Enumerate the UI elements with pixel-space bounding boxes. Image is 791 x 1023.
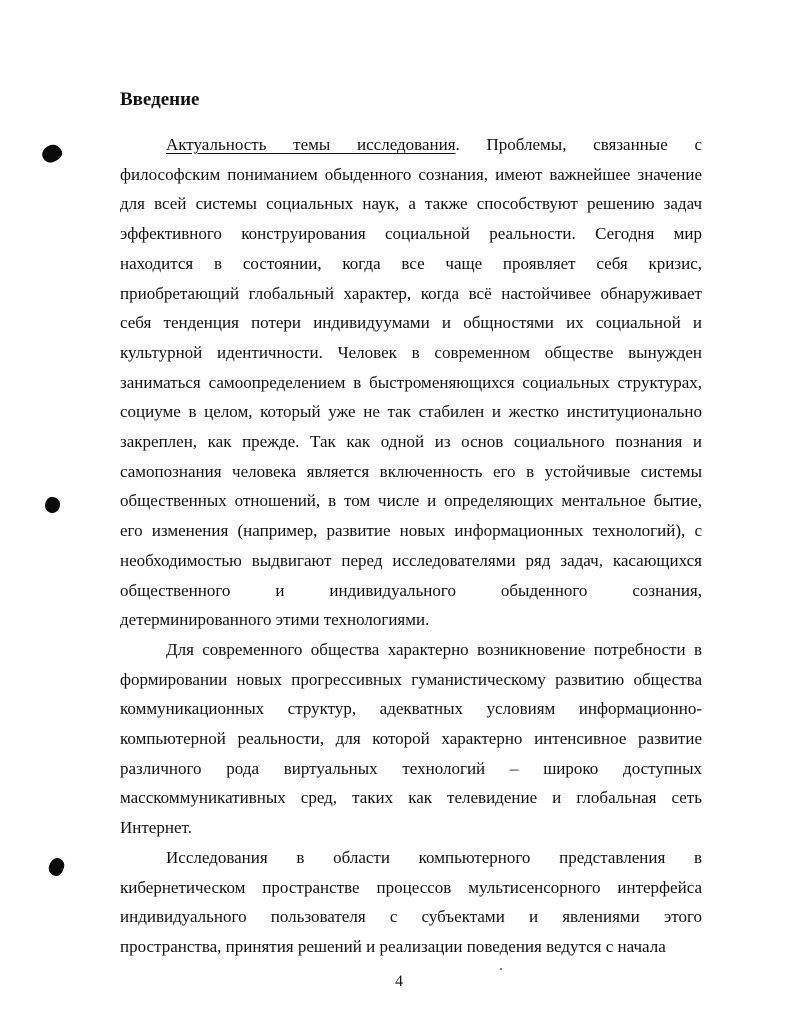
- text-line: [120, 160, 702, 190]
- text-line: [120, 397, 702, 427]
- ink-blot-mark: [48, 857, 66, 877]
- text-segment: самопознания человека является включенность его в устойчивые системы: [120, 461, 702, 481]
- page-number: 4: [395, 973, 403, 990]
- text-segment: общественных отношений, в том числе и определяющих ментальное бытие,: [120, 491, 702, 511]
- text-line: [120, 189, 702, 219]
- text-line: [120, 665, 702, 695]
- scan-speck: [500, 968, 502, 970]
- text-segment: общественного и индивидуального обыденного сознания,: [120, 580, 702, 600]
- text-segment: приобретающий глобальный характер, когда всё настойчивее обнаруживает: [120, 283, 702, 303]
- text-segment: Интернет.: [120, 818, 192, 838]
- text-segment: кибернетическом пространстве процессов мультисенсорного интерфейса: [120, 877, 702, 897]
- text-segment: его изменения (например, развитие новых информационных технологий), с: [120, 521, 702, 541]
- text-segment: различного рода виртуальных технологий – широко доступных: [120, 758, 702, 778]
- text-segment: компьютерной реальности, для которой характерно интенсивное развитие: [120, 729, 702, 748]
- text-line: [120, 219, 702, 249]
- text-segment: коммуникационных структур, адекватных условиям информационно-: [120, 699, 702, 719]
- text-line: [120, 457, 702, 487]
- text-segment: пространства, принятия решений и реализации поведения ведутся с начала: [120, 936, 666, 956]
- text-segment: социуме в целом, который уже не так стабилен и жестко институционально: [120, 402, 702, 422]
- text-line: [120, 813, 702, 843]
- text-line: [120, 516, 702, 546]
- text-line: [120, 338, 702, 368]
- text-segment: себя тенденция потери индивидуумами и общностями их социальной и: [120, 313, 702, 333]
- text-segment: заниматься самоопределением в быстроменяющихся социальных структурах,: [120, 372, 702, 392]
- text-segment: необходимостью выдвигают перед исследователями ряд задач, касающихся: [120, 550, 702, 570]
- text-line: [120, 783, 702, 813]
- text-line: [120, 576, 702, 606]
- text-segment: детерминированного этими технологиями.: [120, 610, 430, 630]
- text-segment: культурной идентичности. Человек в современном обществе вынужден: [120, 342, 702, 362]
- text-line: [120, 932, 702, 962]
- text-segment: Исследования в области компьютерного представления в: [166, 847, 702, 867]
- text-segment: эффективного конструирования социальной реальности. Сегодня мир: [120, 224, 702, 244]
- text-line: [120, 902, 702, 932]
- text-segment: философским пониманием обыденного сознания, имеют важнейшее значение: [120, 164, 702, 184]
- text-line: [120, 754, 702, 784]
- text-segment: Для современного общества характерно возникновение потребности в: [166, 639, 702, 659]
- text-segment: закреплен, как прежде. Так как одной из основ социального познания и: [120, 432, 702, 451]
- text-line: [120, 249, 702, 279]
- text-segment: индивидуального пользователя с субъектами и явлениями этого: [120, 907, 702, 927]
- ink-blot-mark: [45, 497, 60, 513]
- section-heading: Введение: [120, 89, 200, 110]
- text-segment: формировании новых прогрессивных гуманистическому развитию общества: [120, 669, 702, 689]
- text-line: [120, 873, 702, 903]
- text-line: [120, 427, 702, 457]
- text-line: [120, 308, 702, 338]
- text-segment: для всей системы социальных наук, а также способствуют решению задач: [120, 194, 702, 214]
- text-line: [120, 486, 702, 516]
- text-segment: . Проблемы, связанные с: [455, 135, 702, 154]
- text-line: [120, 279, 702, 309]
- text-line: [166, 635, 702, 665]
- text-line: [120, 724, 702, 754]
- text-segment: масскоммуникативных сред, таких как телевидение и глобальная сеть: [120, 788, 702, 808]
- text-line: [120, 546, 702, 576]
- underlined-phrase: Актуальность темы исследования: [166, 135, 456, 154]
- text-line: [166, 843, 702, 873]
- text-segment: находится в состоянии, когда все чаще проявляет себя кризис,: [120, 253, 702, 273]
- text-line: [166, 130, 702, 160]
- ink-blot-mark: [40, 142, 64, 164]
- text-line: [120, 605, 702, 635]
- text-line: [120, 694, 702, 724]
- text-line: [120, 368, 702, 398]
